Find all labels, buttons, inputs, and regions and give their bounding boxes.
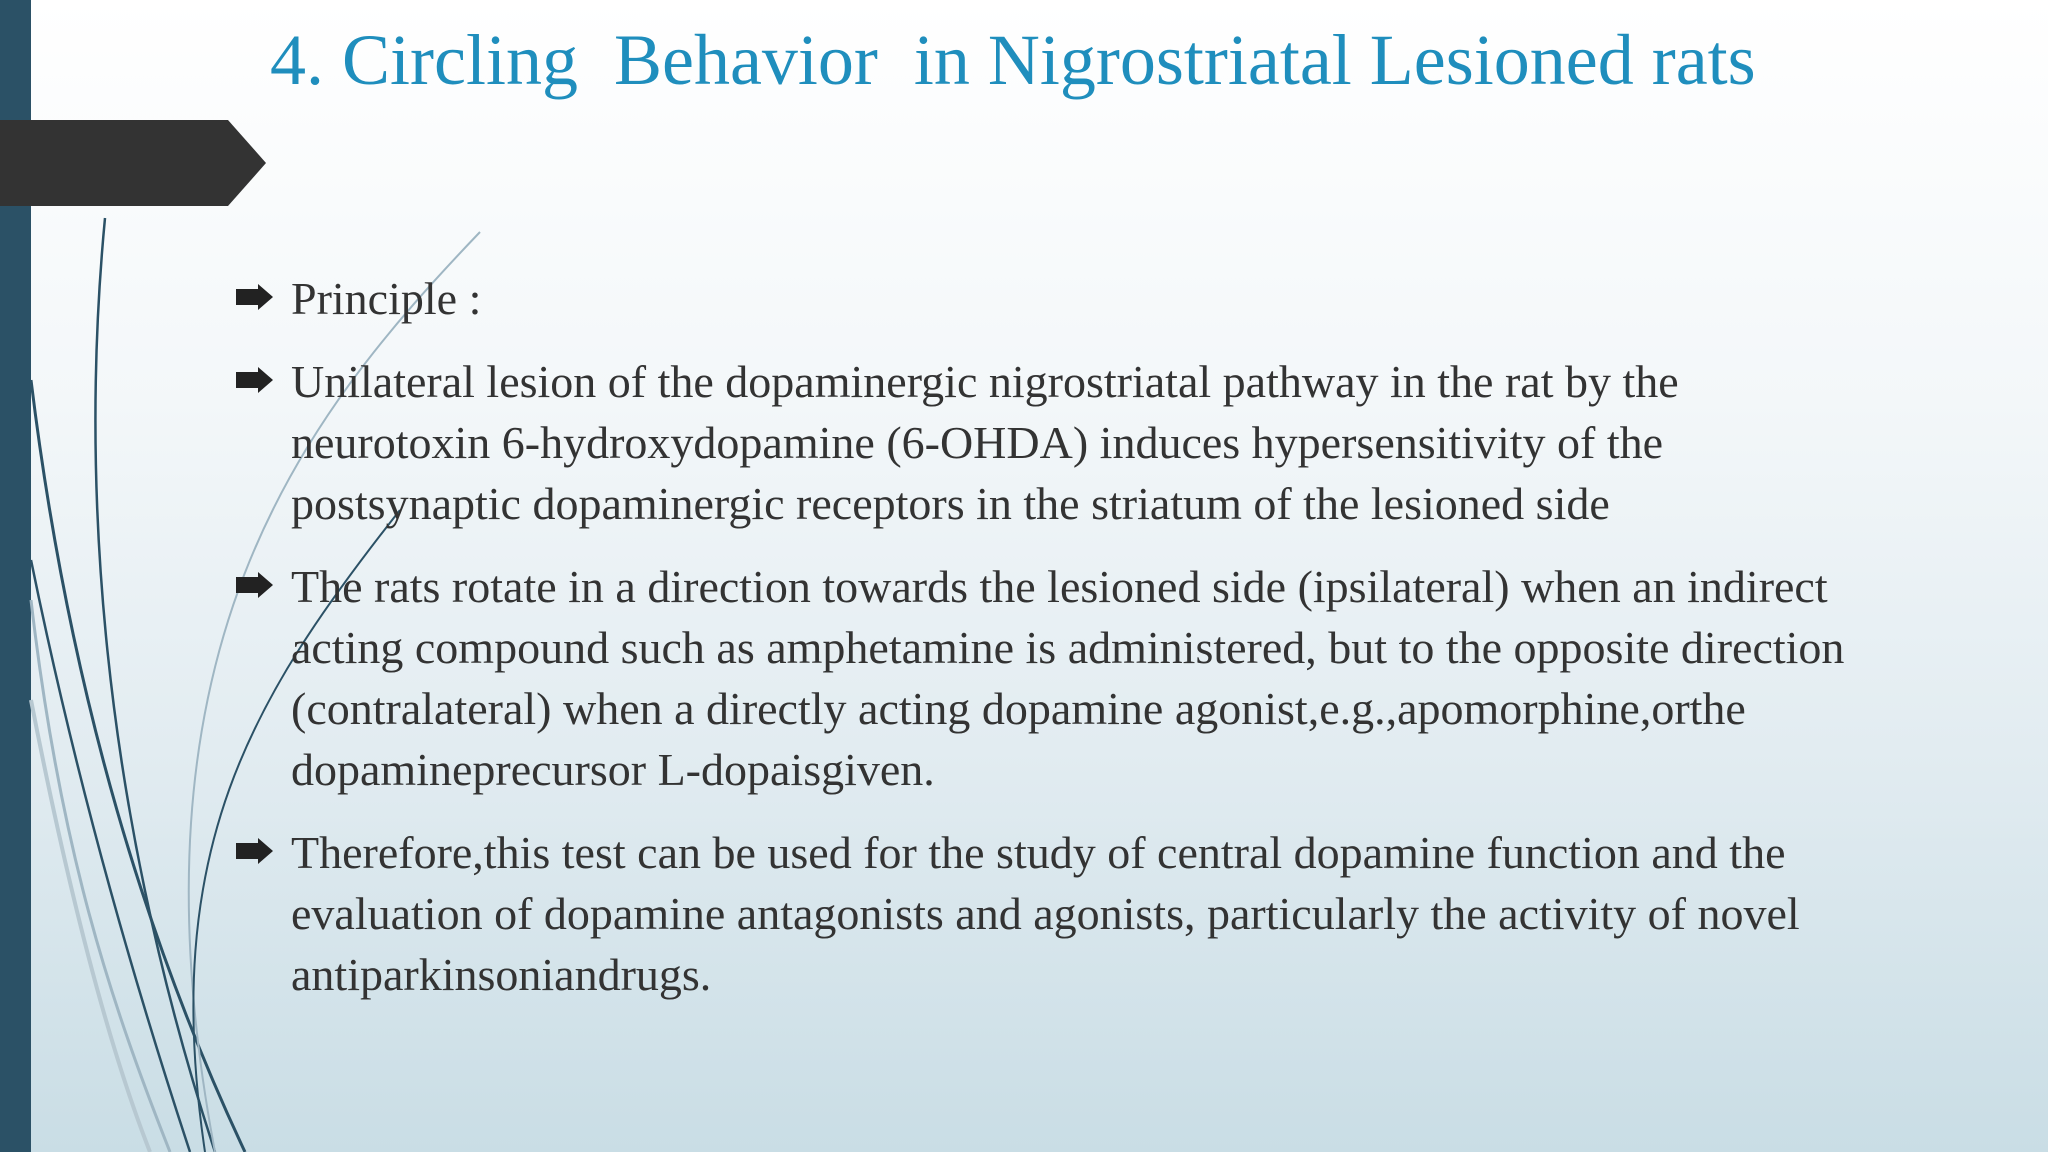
bullet-text: Therefore,this test can be used for the study of central dopamine function and the evaluation of dopamine antagonists and agonists, particularly the activity of novel antiparkinsoniandrugs. [291, 827, 1800, 1000]
bullet-text: Principle : [291, 273, 482, 324]
bullet-text: The rats rotate in a direction towards the lesioned side (ipsilateral) when an indirect acting compound such as amphetamine is administered, but to the opposite direction (contralateral) when a directly acting dopamine agonist,e.g.,apomorphine,orthe dopamineprecursor L-dopaisgiven. [291, 561, 1845, 795]
bullet-item [236, 268, 1886, 329]
bullet-item [236, 556, 1886, 800]
arrow-bullet-icon [236, 367, 274, 393]
arrow-bullet-icon [236, 284, 274, 310]
arrow-bullet-icon [236, 838, 274, 864]
arrow-bullet-icon [236, 572, 274, 598]
bullet-text: Unilateral lesion of the dopaminergic nigrostriatal pathway in the rat by the neurotoxin 6-hydroxydopamine (6-OHDA) induces hypersensitivity of the postsynaptic dopaminergic receptors in the striatum of the lesioned side [291, 356, 1679, 529]
bullet-item [236, 822, 1886, 1005]
bullet-item [236, 351, 1886, 534]
title-arrow-tab [0, 0, 270, 210]
slide-title: 4. Circling Behavior in Nigrostriatal Lesioned rats [270, 20, 1756, 100]
bullet-list [236, 268, 1886, 1027]
